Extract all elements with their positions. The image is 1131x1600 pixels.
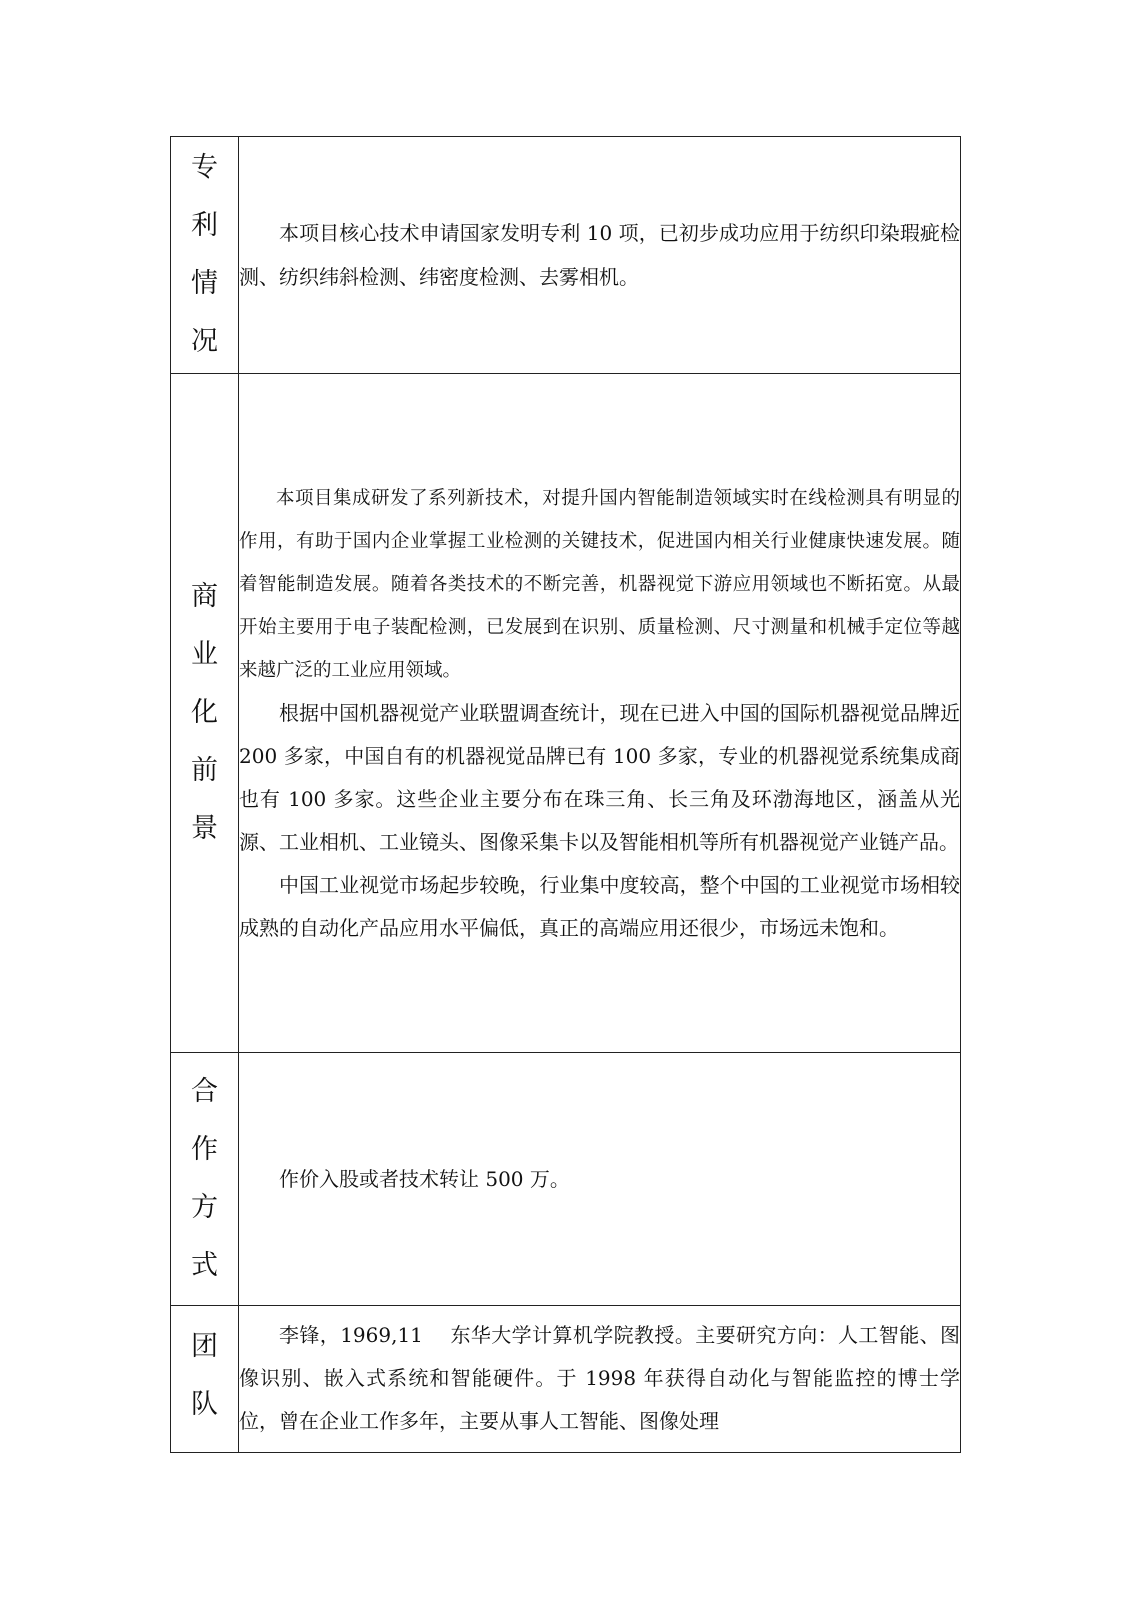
content-patent [239,137,961,374]
label-char: 式 [191,1250,218,1281]
label-char: 方 [191,1192,218,1223]
paragraph: 根据中国机器视觉产业联盟调查统计，现在已进入中国的国际机器视觉品牌近 200 多家，中国自有的机器视觉品牌已有 100 多家，专业的机器视觉系统集成商也有 100 多家。这些企业主要分布在珠三角、长三角及环渤海地区，涵盖从光源、工业相机、工业镜头、图像采集卡以及智能相机等所有机器视觉产业链产品。 [239,700,960,854]
content-commercial-prospect [239,374,961,1053]
row-cooperation [171,1053,961,1306]
label-cooperation [171,1053,239,1306]
row-patent [171,137,961,374]
paragraph: 本项目集成研发了系列新技术，对提升国内智能制造领域实时在线检测具有明显的作用，有助于国内企业掌握工业检测的关键技术，促进国内相关行业健康快速发展。随着智能制造发展。随着各类技术的不断完善，机器视觉下游应用领域也不断拓宽。从最开始主要用于电子装配检测，已发展到在识别、质量检测、尺寸测量和机械手定位等越来越广泛的工业应用领域。 [239,487,960,681]
paragraph: 作价入股或者技术转让 500 万。 [279,1167,570,1191]
label-char: 化 [191,697,218,728]
label-char: 景 [191,813,218,844]
label-patent [171,137,239,374]
label-char: 前 [191,755,218,786]
paragraph: 中国工业视觉市场起步较晚，行业集中度较高，整个中国的工业视觉市场相较成熟的自动化产品应用水平偏低，真正的高端应用还很少，市场远未饱和。 [239,872,960,940]
label-commercial-prospect [171,374,239,1053]
label-char: 作 [191,1134,218,1165]
label-char: 合 [191,1076,218,1107]
info-table [170,136,961,1453]
label-char: 商 [191,581,218,612]
row-commercial-prospect [171,374,961,1053]
label-team [171,1306,239,1453]
label-char: 专 [191,152,218,183]
label-char: 团 [191,1331,218,1362]
label-char: 况 [191,326,218,357]
row-team [171,1306,961,1453]
label-char: 业 [191,639,218,670]
label-char: 利 [191,210,218,241]
label-char: 情 [191,268,218,299]
label-char: 队 [191,1389,218,1420]
paragraph: 李锋，1969,11 东华大学计算机学院教授。主要研究方向：人工智能、图像识别、嵌入式系统和智能硬件。于 1998 年获得自动化与智能监控的博士学位，曾在企业工作多年，主要从事人工智能、图像处理 [239,1323,960,1433]
content-team [239,1306,961,1453]
content-cooperation [239,1053,961,1306]
paragraph: 本项目核心技术申请国家发明专利 10 项，已初步成功应用于纺织印染瑕疵检测、纺织纬斜检测、纬密度检测、去雾相机。 [239,221,960,289]
